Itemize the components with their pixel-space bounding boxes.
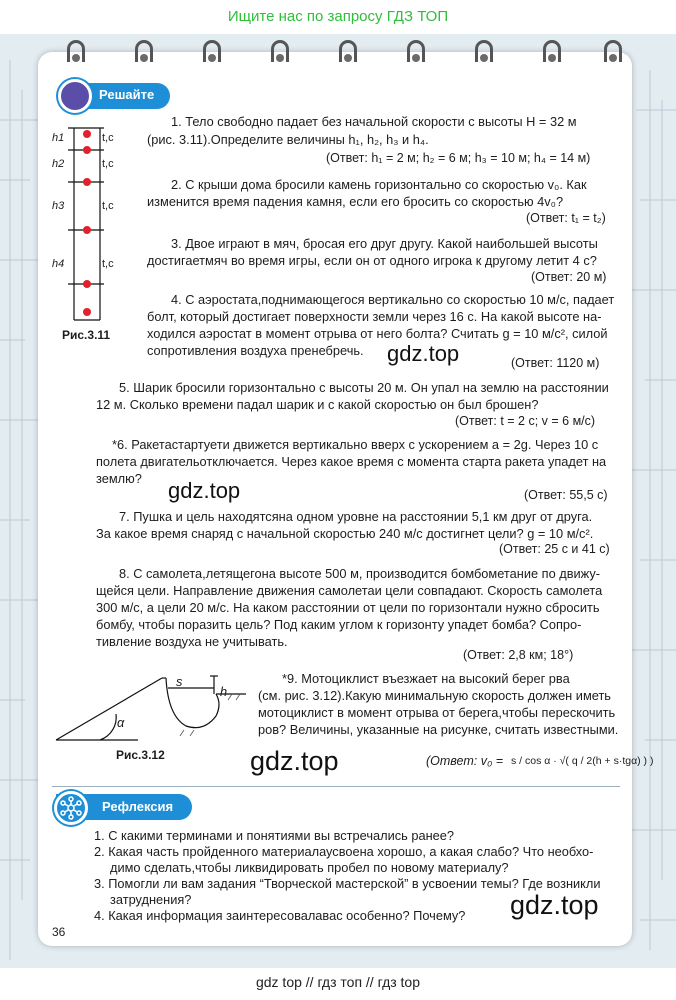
problem-8-line: бомбу, чтобы поразить цель? Под каким углом к горизонту упадет бомба? Сопро- xyxy=(96,617,582,632)
watermark: gdz.top xyxy=(510,890,599,920)
reflection-item: 4. Какая информация заинтересовалавас особенно? Почему? xyxy=(94,908,466,923)
bottom-banner-text: gdz top // гдз топ // гдз top xyxy=(255,974,421,990)
problem-8-line: щейся цели. Направление движения самолетаи цели совпадают. Скорость самолета xyxy=(96,583,603,598)
time-label: t,c xyxy=(102,158,114,170)
binder-ring xyxy=(604,40,622,62)
problem-9-line: ров? Величины, указанные на рисунке, считать известными. xyxy=(258,722,619,737)
problem-3-line: 3. Двое играют в мяч, бросая его друг другу. Какой наибольшей высоты xyxy=(171,236,598,251)
reflection-item: димо сделать,чтобы ликвидировать пробел по новому материалу? xyxy=(110,860,509,875)
problem-7-answer: (Ответ: 25 с и 41 с) xyxy=(499,542,610,556)
reflection-item: 1. С какими терминами и понятиями вы встречались ранее? xyxy=(94,828,454,843)
problem-4-line: сопротивления воздуха пренебречь. xyxy=(147,343,364,358)
problem-8-line: 8. С самолета,летящегона высоте 500 м, производится бомбометание по движу- xyxy=(119,566,601,581)
problem-4-answer: (Ответ: 1120 м) xyxy=(511,356,600,370)
reflection-section-icon-wrap xyxy=(54,791,88,825)
problem-9-line: мотоциклист в момент отрыва от берега,чтобы перескочить xyxy=(258,705,616,720)
height-label-h2: h2 xyxy=(52,158,65,170)
problem-3-line: достигаетмяч во время игры, если он от одного игрока к другому летит 4 с? xyxy=(147,253,597,268)
problem-5-line: 12 м. Сколько времени падал шарик и с какой скоростью он был брошен? xyxy=(96,397,539,412)
binder-ring xyxy=(135,40,153,62)
watermark: gdz.top xyxy=(387,341,460,366)
body-marker xyxy=(83,308,91,316)
reflection-item: 3. Помогли ли вам задания “Творческой мастерской” в усвоении темы? Где возникли xyxy=(94,876,601,891)
body-marker xyxy=(83,280,91,288)
problem-2-answer: (Ответ: t₁ = t₂) xyxy=(526,211,606,225)
time-label: t,c xyxy=(102,258,114,270)
binder-ring xyxy=(339,40,357,62)
binder-ring xyxy=(543,40,561,62)
reflection-section-title: Рефлексия xyxy=(102,799,174,814)
problem-2-line: 2. С крыши дома бросили камень горизонтально со скоростью v₀. Как xyxy=(171,177,587,192)
body-marker xyxy=(83,226,91,234)
problem-1-line: 1. Тело свободно падает без начальной скорости с высоты H = 32 м xyxy=(171,114,577,129)
angle-label: α xyxy=(117,715,125,730)
height-label-h3: h3 xyxy=(52,200,65,212)
time-label: t,c xyxy=(102,200,114,212)
page-number: 36 xyxy=(52,925,66,939)
height-label-h1: h1 xyxy=(52,132,65,144)
solve-section-icon xyxy=(58,79,92,113)
watermark: gdz.top xyxy=(250,746,339,776)
problem-4-line: ходился аэростат в момент отрыва от него болта? Считать g = 10 м/с², силой xyxy=(147,326,608,341)
figure-3-11-caption: Рис.3.11 xyxy=(62,328,111,342)
problem-4-line: 4. С аэростата,поднимающегося вертикально со скоростью 10 м/с, падает xyxy=(171,292,615,307)
problem-6-answer: (Ответ: 55,5 с) xyxy=(524,488,608,502)
problem-7-line: За какое время снаряд с начальной скоростью 240 м/с достигнет цели? g = 10 м/с². xyxy=(96,526,594,541)
problem-9-line: (см. рис. 3.12).Какую минимальную скорость должен иметь xyxy=(258,688,611,703)
problem-8-answer: (Ответ: 2,8 км; 18°) xyxy=(463,648,574,662)
binder-ring xyxy=(271,40,289,62)
time-label: t,c xyxy=(102,132,114,144)
solve-section-title: Решайте xyxy=(99,87,155,102)
problem-8-line: тивление воздуха не учитывать. xyxy=(96,634,288,649)
bottom-banner xyxy=(0,968,676,1000)
watermark: gdz.top xyxy=(168,478,241,503)
binder-ring xyxy=(475,40,493,62)
figure-3-12-caption: Рис.3.12 xyxy=(116,748,165,762)
problem-8-line: 300 м/с, а цели 20 м/с. На каком расстоянии от цели по горизонтали нужно сбросить xyxy=(96,600,600,615)
problem-9-line: *9. Мотоциклист въезжает на высокий берег рва xyxy=(282,671,570,686)
binder-ring xyxy=(407,40,425,62)
problem-6-line: *6. Ракетастартуети движется вертикально вверх с ускорением a = 2g. Через 10 с xyxy=(112,437,599,452)
problem-2-line: изменится время падения камня, если его бросить со скоростью 4v₀? xyxy=(147,194,564,209)
reflection-item: 2. Какая часть пройденного материалаусвоена хорошо, а какая слабо? Что необхо- xyxy=(94,844,594,859)
body-marker xyxy=(83,146,91,154)
problem-9-answer-prefix: (Ответ: v₀ = xyxy=(426,754,504,768)
top-banner-text: Ищите нас по запросу ГДЗ ТОП xyxy=(227,8,449,25)
problem-6-line: землю? xyxy=(96,471,142,486)
problem-4-line: болт, который достигает поверхности земли через 16 с. На какой высоте на- xyxy=(147,309,602,324)
problem-5-answer: (Ответ: t = 2 с; v = 6 м/с) xyxy=(455,414,596,428)
top-banner xyxy=(0,0,676,34)
figure-3-12 xyxy=(54,668,250,744)
section-divider xyxy=(52,786,620,787)
height-label-h4: h4 xyxy=(52,258,65,270)
problem-5-line: 5. Шарик бросили горизонтально с высоты 20 м. Он упал на землю на расстоянии xyxy=(119,380,609,395)
problem-1-line: (рис. 3.11).Определите величины h₁, h₂, h₃ и h₄. xyxy=(147,132,429,147)
body-marker xyxy=(83,178,91,186)
problem-9-answer-formula: s / cos α · √( q / 2(h + s·tgα) ) ) xyxy=(511,755,654,767)
distance-label-s: s xyxy=(176,674,183,689)
height-label-h: h xyxy=(220,684,228,699)
problem-1-answer: (Ответ: h₁ = 2 м; h₂ = 6 м; h₃ = 10 м; h₄ = 14 м) xyxy=(326,151,591,165)
binder-ring xyxy=(203,40,221,62)
reflection-item: затруднения? xyxy=(110,892,192,907)
figure-3-11 xyxy=(52,124,132,324)
problem-3-answer: (Ответ: 20 м) xyxy=(531,270,607,284)
problem-6-line: полета двигательотключается. Через какое время с момента старта ракета упадет на xyxy=(96,454,607,469)
molecule-icon xyxy=(57,794,85,822)
binder-ring xyxy=(67,40,85,62)
falling-body-markers xyxy=(83,130,91,316)
problem-7-line: 7. Пушка и цель находятсяна одном уровне на расстоянии 5,1 км друг от друга. xyxy=(119,509,593,524)
body-marker xyxy=(83,130,91,138)
